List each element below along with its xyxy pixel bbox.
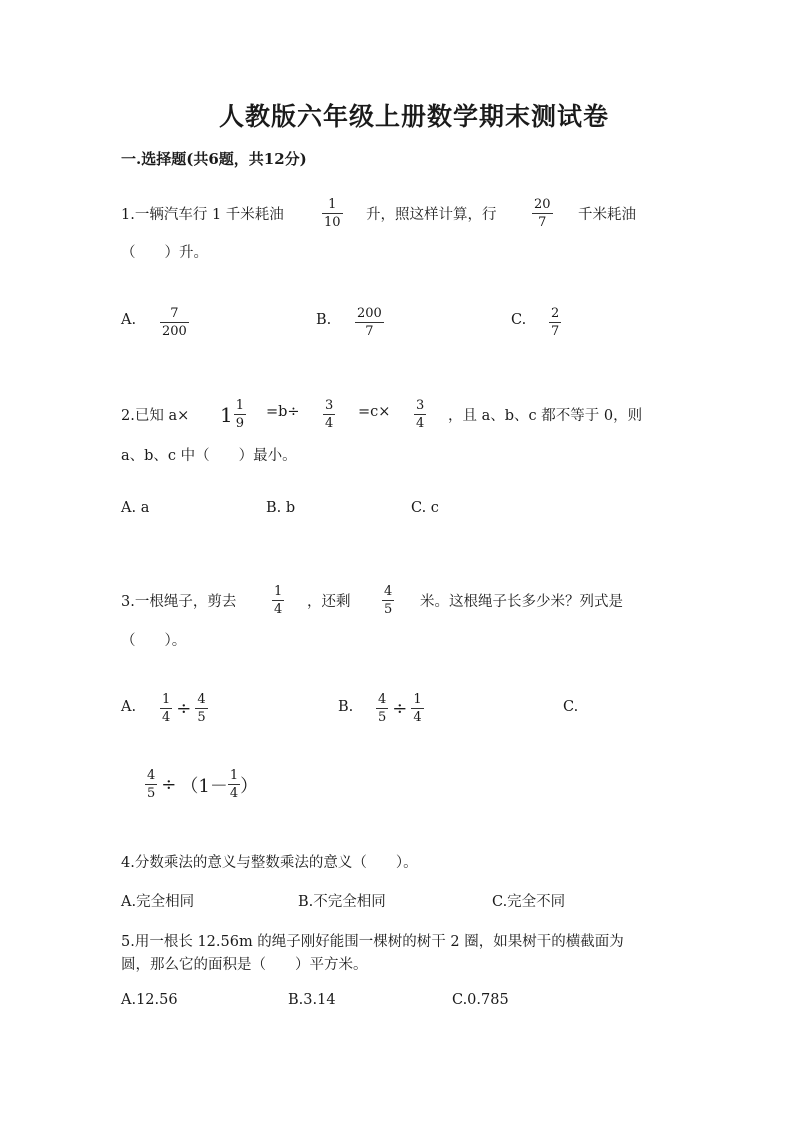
q5-text-line-2: 圆，那么它的面积是（ ）平方米。 [121,957,368,973]
numerator: 4 [147,768,156,783]
numerator: 1 [229,768,239,783]
denominator: 4 [416,416,425,431]
numerator: 20 [534,197,551,212]
q3-text-c: 米。这根绳子长多少米？列式是 [420,594,623,610]
q1-text-a: 1.一辆汽车行 1 千米耗油 [121,207,284,223]
q3-option-a-expression [160,692,208,725]
fraction-bar [322,213,343,214]
q3-option-a-label: A. [121,699,137,715]
denominator: 4 [413,710,422,725]
denominator: 5 [378,710,387,725]
q2-text-d: ，且 a、b、c 都不等于 0，则 [448,408,643,424]
denominator: 5 [147,786,156,801]
q2-option-a: A. a [121,500,150,516]
fraction-bar [532,213,553,214]
numerator: 3 [325,398,334,413]
q1-text-b: 升，照这样计算，行 [366,207,497,223]
fraction-bar [145,784,157,785]
fraction-bar [414,414,426,415]
fraction-bar [160,708,172,709]
q3-fraction-1 [272,584,284,617]
q2-mixed-number [220,398,246,431]
q5-option-b: B.3.14 [288,992,336,1008]
divide-operator: ÷ [176,698,192,719]
fraction-bar [323,414,335,415]
page-title: 人教版六年级上册数学期末测试卷 [219,102,610,131]
divide-operator: ÷ [392,698,408,719]
denominator: 5 [197,710,206,725]
numerator: 1 [274,584,283,599]
close-paren: ） [240,775,259,797]
q1-option-c-label: C. [511,312,527,328]
denominator: 10 [324,215,341,230]
fraction-bar [382,600,394,601]
q1-fraction-1 [322,197,343,230]
numerator: 3 [416,398,425,413]
q3-option-c-expression [145,768,258,801]
denominator: 7 [551,324,560,339]
q3-option-c-label: C. [563,699,579,715]
q5-text-line-1: 5.用一根长 12.56m 的绳子刚好能围一棵树的树干 2 圈，如果树干的横截面为 [121,934,624,950]
q5-option-a: A.12.56 [121,992,178,1008]
q2-fraction-1 [323,398,335,431]
denominator: 200 [162,324,187,339]
q1-text-d: （ ）升。 [121,245,208,261]
q4-option-b: B.不完全相同 [298,894,386,910]
denominator: 9 [235,416,245,431]
fraction-bar [228,784,240,785]
numerator: 1 [235,398,245,413]
q2-fraction-2 [414,398,426,431]
numerator: 200 [357,306,382,321]
q4-text: 4.分数乘法的意义与整数乘法的意义（ ）。 [121,855,418,871]
denominator: 5 [384,602,393,617]
q2-option-c: C. c [411,500,439,516]
q2-text-b: =b÷ [266,404,300,420]
fraction-bar [195,708,207,709]
q4-option-c: C.完全不同 [492,894,566,910]
q1-option-b-label: B. [316,312,332,328]
fraction [145,768,157,801]
fraction [376,692,388,725]
denominator: 4 [229,786,239,801]
numerator: 4 [378,692,387,707]
denominator: 4 [162,710,171,725]
q3-option-b-label: B. [338,699,354,715]
fraction [195,692,207,725]
whole-part: 1 [220,402,233,427]
numerator: 4 [384,584,393,599]
q2-text-e: a、b、c 中（ ）最小。 [121,448,297,464]
fraction-bar [355,322,384,323]
q3-text-a: 3.一根绳子，剪去 [121,594,237,610]
q2-text-c: =c× [358,404,391,420]
numerator: 1 [328,197,337,212]
open-paren: （1－ [180,775,228,797]
q1-option-c-fraction [549,306,561,339]
numerator: 1 [162,692,171,707]
fraction-part [234,398,246,431]
q3-text-b: ，还剩 [307,594,351,610]
fraction-bar [234,414,246,415]
fraction [411,692,423,725]
numerator: 1 [413,692,422,707]
denominator: 7 [538,215,547,230]
numerator: 2 [551,306,560,321]
q3-text-d: （ ）。 [121,633,187,649]
q4-option-a: A.完全相同 [121,894,195,910]
q2-text-a: 2.已知 a× [121,408,190,424]
q1-text-c: 千米耗油 [578,207,636,223]
q1-option-a-fraction [160,306,189,339]
fraction [160,692,172,725]
fraction [228,768,240,801]
q1-option-b-fraction [355,306,384,339]
denominator: 4 [274,602,283,617]
numerator: 7 [170,306,179,321]
denominator: 4 [325,416,334,431]
q1-option-a-label: A. [121,312,137,328]
q2-option-b: B. b [266,500,296,516]
fraction-bar [160,322,189,323]
fraction-bar [549,322,561,323]
numerator: 4 [197,692,206,707]
divide-operator: ÷ [161,774,177,795]
fraction-bar [411,708,423,709]
q3-option-b-expression [376,692,424,725]
q5-option-c: C.0.785 [452,992,509,1008]
denominator: 7 [365,324,374,339]
fraction-bar [272,600,284,601]
fraction-bar [376,708,388,709]
q1-fraction-2 [532,197,553,230]
q3-fraction-2 [382,584,394,617]
section-heading: 一.选择题(共6题，共12分) [121,150,307,168]
